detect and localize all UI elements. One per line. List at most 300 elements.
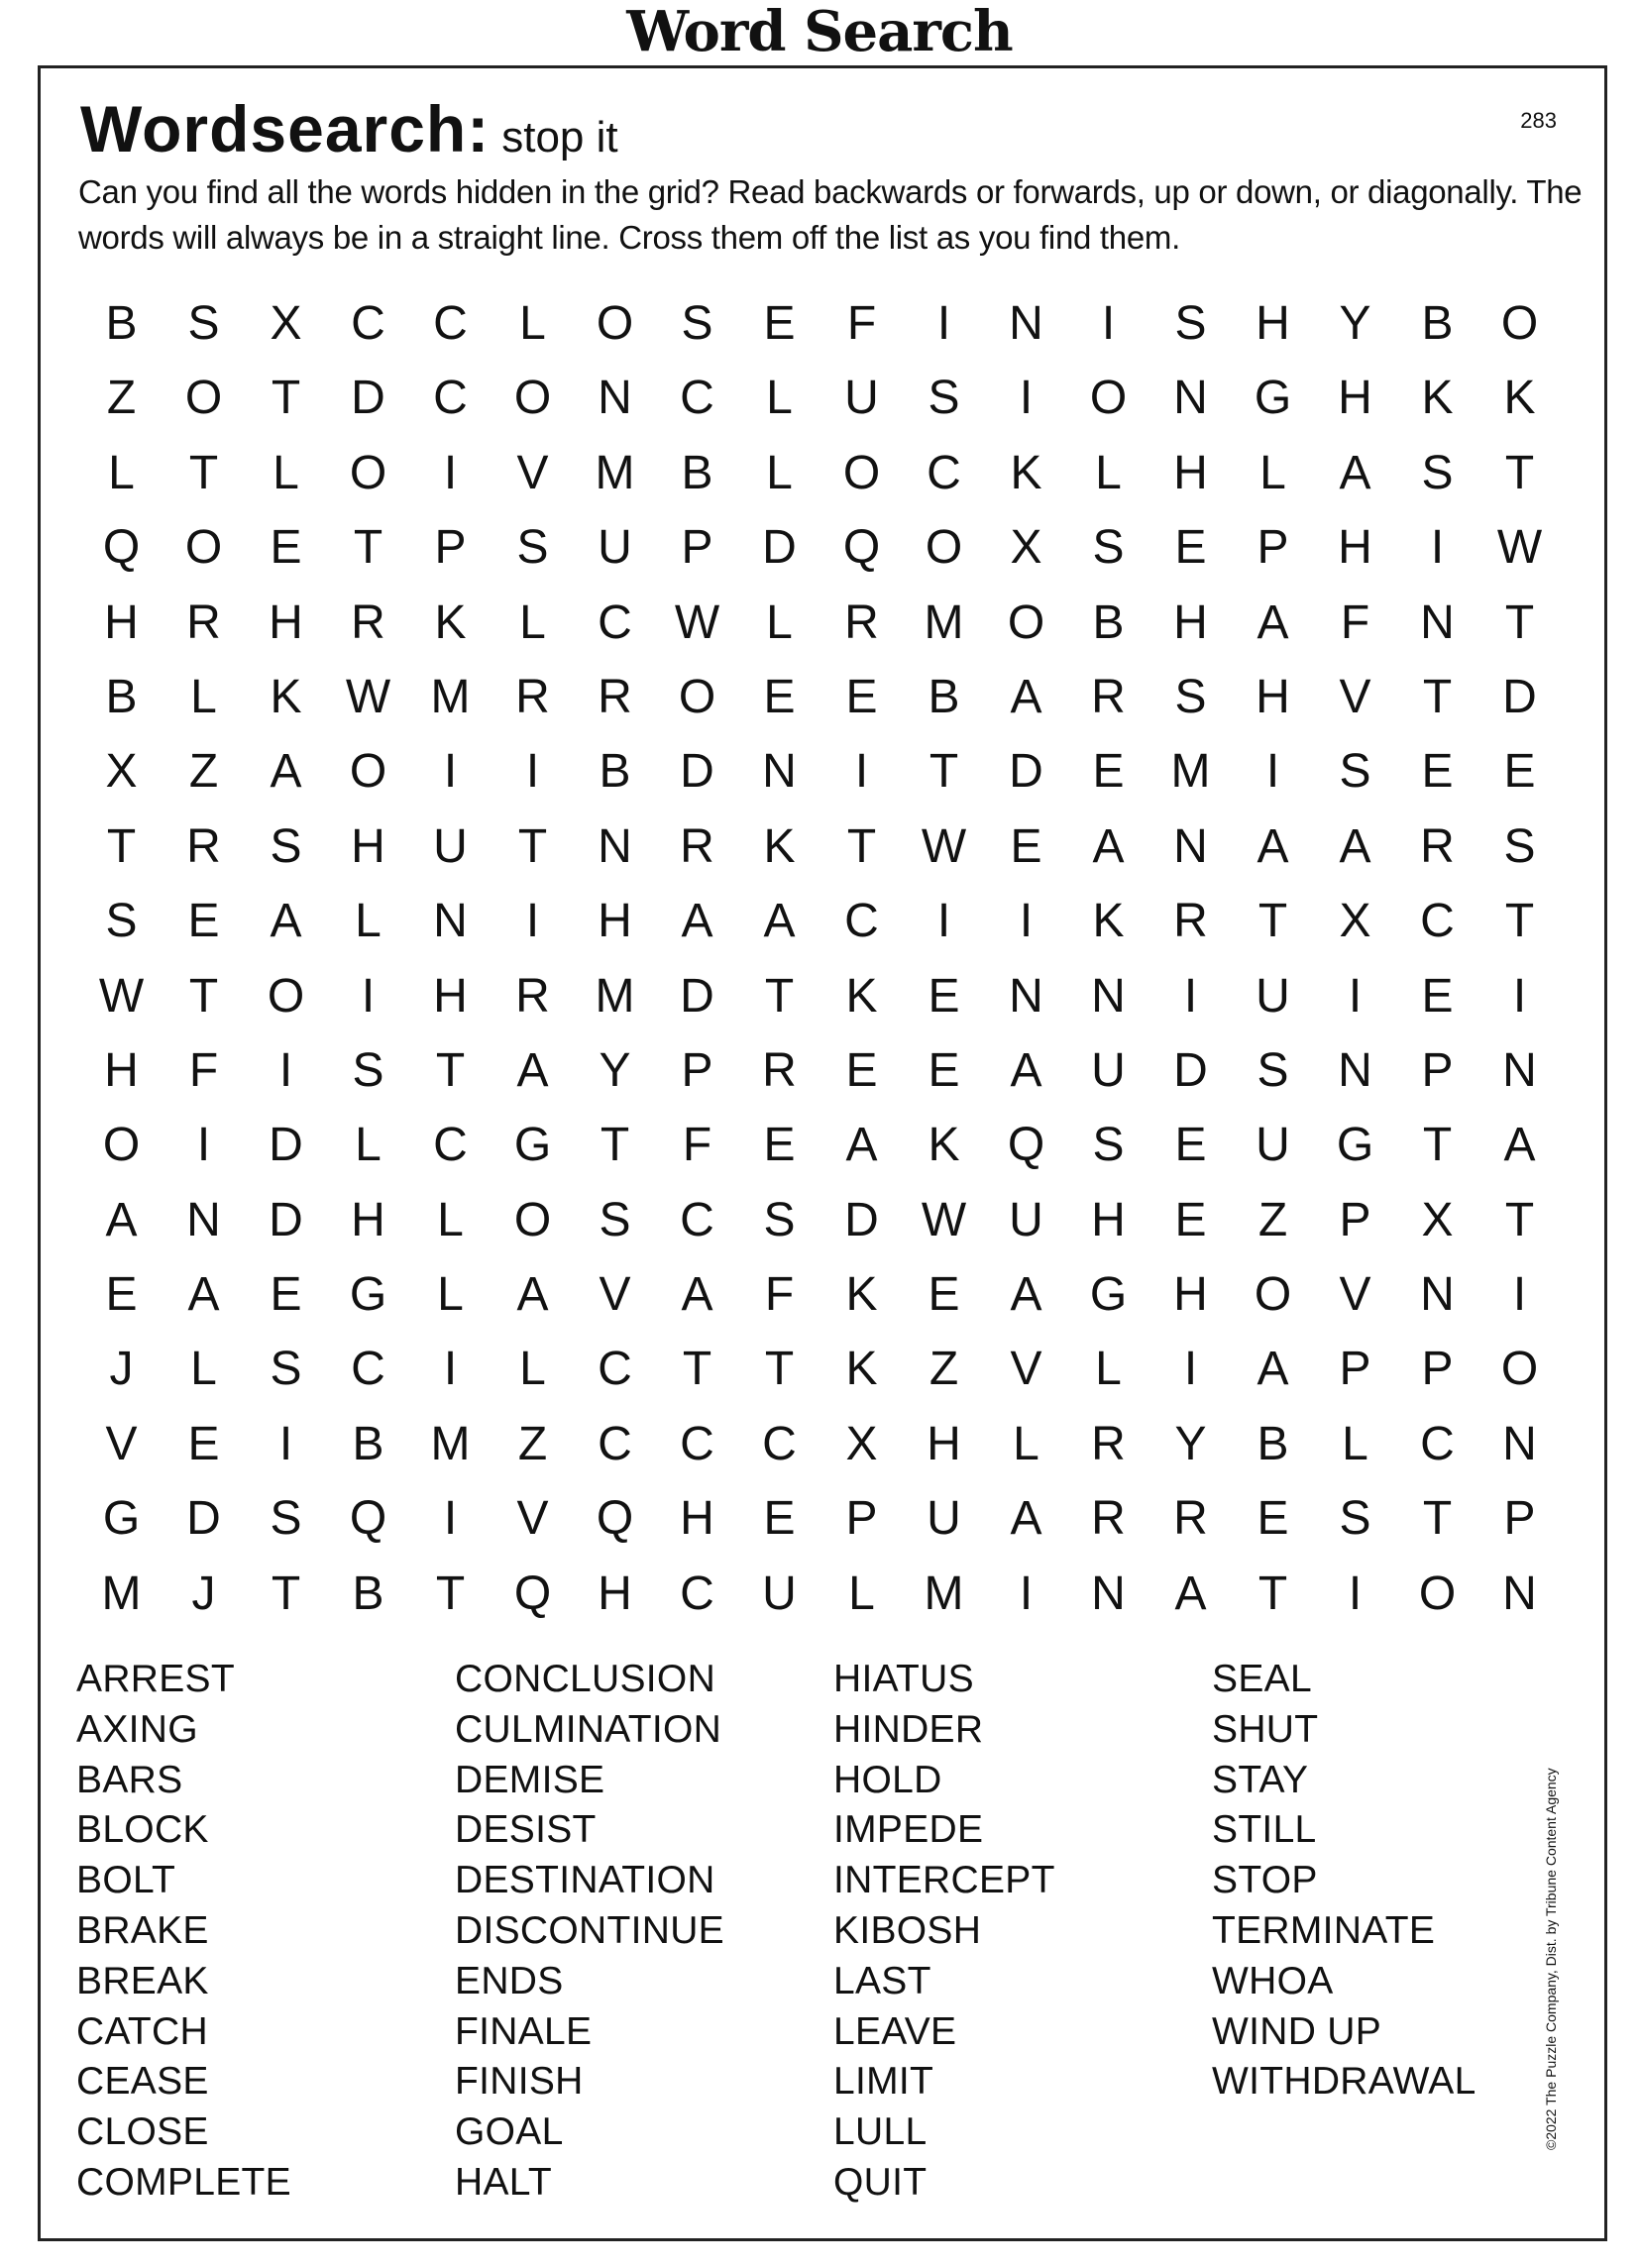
grid-letter: S <box>763 1193 796 1246</box>
grid-letter: X <box>105 745 138 799</box>
grid-letter: O <box>1089 372 1128 425</box>
grid-letter: H <box>1256 297 1290 350</box>
grid-letter: R <box>515 969 550 1023</box>
grid-letter: N <box>433 895 468 948</box>
grid-letter: B <box>928 670 960 723</box>
grid-letter: L <box>437 1268 464 1322</box>
grid-letter: Y <box>599 1043 631 1097</box>
grid-letter: I <box>525 745 540 799</box>
puzzle-number: 283 <box>1520 108 1557 133</box>
grid-letter: S <box>928 372 960 425</box>
grid-letter: S <box>270 819 302 873</box>
word-list-item: DISCONTINUE <box>455 1908 724 1952</box>
grid-letter: C <box>1420 895 1455 948</box>
word-list-item: FINISH <box>455 2060 584 2104</box>
grid-letter: H <box>1338 521 1372 575</box>
grid-letter: A <box>1257 595 1289 649</box>
grid-letter: M <box>924 595 964 649</box>
grid-letter: G <box>1336 1119 1374 1172</box>
grid-letter: E <box>1092 745 1125 799</box>
grid-letter: L <box>519 297 546 350</box>
grid-letter: X <box>270 297 302 350</box>
grid-letter: M <box>595 969 635 1023</box>
grid-letter: I <box>1101 297 1116 350</box>
grid-letter: A <box>1257 819 1289 873</box>
grid-letter: I <box>1348 969 1363 1023</box>
grid-letter: O <box>1418 1566 1457 1620</box>
grid-letter: A <box>763 895 796 948</box>
grid-letter: I <box>1183 969 1198 1023</box>
grid-letter: A <box>1010 670 1042 723</box>
grid-letter: O <box>513 372 552 425</box>
grid-letter: E <box>845 670 878 723</box>
grid-letter: T <box>764 969 795 1023</box>
grid-letter: C <box>844 895 879 948</box>
grid-letter: L <box>766 372 793 425</box>
grid-letter: K <box>1010 446 1042 499</box>
grid-letter: U <box>433 819 468 873</box>
grid-row <box>80 1557 1561 1631</box>
grid-letter: R <box>598 670 632 723</box>
word-list-item: CONCLUSION <box>455 1658 716 1700</box>
grid-letter: Q <box>1007 1119 1045 1172</box>
grid-letter: L <box>273 446 299 499</box>
word-list-column <box>833 1655 1210 2209</box>
word-list-item: WIND UP <box>1212 2009 1382 2053</box>
grid-letter: K <box>845 969 878 1023</box>
grid-letter: T <box>1422 1492 1453 1546</box>
grid-letter: B <box>1421 297 1454 350</box>
grid-letter: I <box>361 969 376 1023</box>
grid-letter: Z <box>106 372 137 425</box>
grid-letter: V <box>105 1417 138 1470</box>
word-list-item: DESIST <box>455 1808 597 1852</box>
word-list-item: FINALE <box>455 2009 593 2053</box>
grid-letter: P <box>681 1043 713 1097</box>
grid-letter: P <box>434 521 467 575</box>
grid-letter: T <box>1504 595 1535 649</box>
grid-letter: O <box>596 297 634 350</box>
grid-letter: V <box>1010 1343 1042 1396</box>
grid-letter: P <box>845 1492 878 1546</box>
grid-letter: R <box>186 819 221 873</box>
grid-row <box>80 1407 1561 1481</box>
word-list-item: HINDER <box>833 1707 984 1751</box>
grid-row <box>80 1257 1561 1332</box>
grid-letter: G <box>102 1492 141 1546</box>
grid-row <box>80 810 1561 884</box>
word-list-item: BOLT <box>76 1859 176 1902</box>
grid-letter: H <box>269 595 303 649</box>
word-list-column <box>455 1655 831 2209</box>
grid-letter: C <box>680 1193 714 1246</box>
grid-letter: I <box>196 1119 211 1172</box>
grid-letter: C <box>598 1417 632 1470</box>
grid-row <box>80 1183 1561 1257</box>
grid-letter: H <box>104 1043 139 1097</box>
grid-letter: W <box>98 969 145 1023</box>
grid-letter: I <box>443 1343 458 1396</box>
grid-letter: A <box>1092 819 1125 873</box>
grid-letter: R <box>680 819 714 873</box>
grid-letter: N <box>1502 1043 1537 1097</box>
word-list-item: SHUT <box>1212 1707 1319 1751</box>
grid-letter: C <box>680 372 714 425</box>
grid-letter: L <box>519 595 546 649</box>
grid-letter: P <box>1503 1492 1536 1546</box>
grid-letter: T <box>1257 895 1288 948</box>
grid-letter: G <box>1254 372 1292 425</box>
grid-letter: E <box>1010 819 1042 873</box>
grid-letter: E <box>1421 969 1454 1023</box>
grid-letter: C <box>598 595 632 649</box>
grid-letter: L <box>190 1343 217 1396</box>
grid-letter: B <box>105 670 138 723</box>
grid-letter: R <box>844 595 879 649</box>
grid-letter: C <box>351 297 385 350</box>
grid-row <box>80 959 1561 1033</box>
grid-letter: L <box>355 895 382 948</box>
grid-letter: T <box>1257 1566 1288 1620</box>
grid-letter: L <box>1095 446 1122 499</box>
word-list-item: CULMINATION <box>455 1707 722 1751</box>
grid-letter: H <box>1338 372 1372 425</box>
grid-letter: J <box>109 1343 134 1396</box>
grid-letter: L <box>108 446 135 499</box>
word-list-item: BRAKE <box>76 1908 209 1952</box>
grid-letter: B <box>105 297 138 350</box>
grid-letter: E <box>763 670 796 723</box>
grid-letter: N <box>1420 1268 1455 1322</box>
grid-letter: W <box>921 1193 967 1246</box>
grid-letter: N <box>186 1193 221 1246</box>
grid-letter: E <box>928 969 960 1023</box>
grid-letter: F <box>764 1268 795 1322</box>
grid-letter: C <box>433 1119 468 1172</box>
grid-letter: S <box>681 297 713 350</box>
grid-letter: T <box>1422 1119 1453 1172</box>
grid-letter: O <box>925 521 963 575</box>
grid-letter: T <box>271 372 301 425</box>
grid-letter: L <box>355 1119 382 1172</box>
grid-letter: I <box>936 297 951 350</box>
grid-letter: A <box>270 895 302 948</box>
word-list-item: QUIT <box>833 2160 928 2204</box>
grid-row <box>80 734 1561 809</box>
word-list-item: ARREST <box>76 1658 235 1700</box>
grid-letter: B <box>1092 595 1125 649</box>
word-list-column <box>76 1655 453 2209</box>
grid-letter: E <box>763 297 796 350</box>
word-list-column <box>1212 1655 1588 2107</box>
grid-letter: C <box>433 297 468 350</box>
grid-letter: S <box>1092 1119 1125 1172</box>
grid-letter: O <box>1500 1343 1539 1396</box>
word-list-item: SEAL <box>1212 1658 1312 1700</box>
word-list-item: TERMINATE <box>1212 1908 1436 1952</box>
grid-letter: I <box>278 1417 293 1470</box>
grid-letter: N <box>1420 595 1455 649</box>
grid-row <box>80 1481 1561 1556</box>
grid-letter: N <box>1009 297 1043 350</box>
grid-letter: K <box>270 670 302 723</box>
grid-letter: V <box>1339 670 1371 723</box>
grid-letter: B <box>352 1566 384 1620</box>
grid-letter: E <box>763 1492 796 1546</box>
grid-letter: A <box>1503 1119 1536 1172</box>
grid-row <box>80 660 1561 734</box>
grid-letter: Q <box>842 521 881 575</box>
grid-letter: E <box>928 1268 960 1322</box>
grid-letter: S <box>1174 670 1207 723</box>
grid-letter: A <box>681 1268 713 1322</box>
grid-letter: U <box>844 372 879 425</box>
grid-letter: S <box>599 1193 631 1246</box>
grid-letter: I <box>443 446 458 499</box>
grid-letter: E <box>270 1268 302 1322</box>
grid-letter: T <box>682 1343 712 1396</box>
grid-letter: I <box>1512 1268 1527 1322</box>
grid-letter: Z <box>929 1343 959 1396</box>
page-heading: Word Search <box>626 0 1013 64</box>
grid-letter: E <box>187 895 220 948</box>
grid-letter: S <box>105 895 138 948</box>
grid-letter: S <box>1421 446 1454 499</box>
grid-letter: H <box>104 595 139 649</box>
word-list-item: COMPLETE <box>76 2160 291 2204</box>
grid-letter: N <box>1091 1566 1126 1620</box>
grid-letter: D <box>351 372 385 425</box>
grid-letter: O <box>184 521 223 575</box>
grid-letter: W <box>674 595 720 649</box>
grid-letter: E <box>1174 521 1207 575</box>
grid-letter: E <box>1174 1193 1207 1246</box>
word-list-item: ENDS <box>455 1959 564 2002</box>
grid-letter: H <box>927 1417 961 1470</box>
grid-letter: B <box>681 446 713 499</box>
grid-letter: E <box>1503 745 1536 799</box>
grid-letter: P <box>681 521 713 575</box>
grid-letter: N <box>598 372 632 425</box>
grid-letter: W <box>921 819 967 873</box>
grid-row <box>80 510 1561 585</box>
grid-letter: H <box>1256 670 1290 723</box>
grid-row <box>80 1108 1561 1182</box>
grid-letter: S <box>270 1492 302 1546</box>
grid-letter: T <box>929 745 959 799</box>
grid-letter: T <box>1504 1193 1535 1246</box>
grid-letter: D <box>1502 670 1537 723</box>
grid-letter: T <box>517 819 548 873</box>
grid-row <box>80 286 1561 361</box>
word-list-item: CLOSE <box>76 2110 209 2154</box>
puzzle-title <box>80 84 618 173</box>
word-list-item: WHOA <box>1212 1959 1334 2002</box>
grid-letter: U <box>598 521 632 575</box>
grid-letter: H <box>1173 595 1208 649</box>
grid-letter: R <box>1091 670 1126 723</box>
grid-letter: P <box>1421 1343 1454 1396</box>
grid-letter: K <box>763 819 796 873</box>
grid-letter: M <box>1170 745 1211 799</box>
grid-letter: A <box>1010 1043 1042 1097</box>
grid-letter: M <box>430 1417 471 1470</box>
grid-letter: C <box>598 1343 632 1396</box>
grid-letter: S <box>1339 1492 1371 1546</box>
grid-letter: R <box>1091 1492 1126 1546</box>
grid-letter: L <box>437 1193 464 1246</box>
grid-letter: O <box>678 670 716 723</box>
grid-letter: I <box>854 745 869 799</box>
word-list-item: STOP <box>1212 1859 1318 1902</box>
grid-letter: T <box>600 1119 630 1172</box>
word-list-item: BREAK <box>76 1959 209 2002</box>
grid-row <box>80 1332 1561 1406</box>
grid-letter: W <box>1496 521 1543 575</box>
puzzle-title-main: Wordsearch: <box>80 92 491 165</box>
word-list-item: BLOCK <box>76 1808 209 1852</box>
grid-letter: U <box>762 1566 797 1620</box>
grid-letter: N <box>1009 969 1043 1023</box>
word-list-item: CEASE <box>76 2060 209 2104</box>
grid-letter: T <box>106 819 137 873</box>
grid-row <box>80 1033 1561 1108</box>
grid-letter: L <box>1259 446 1286 499</box>
grid-letter: S <box>187 297 220 350</box>
grid-row <box>80 586 1561 660</box>
word-list-item: LIMIT <box>833 2060 934 2104</box>
grid-letter: K <box>1503 372 1536 425</box>
grid-letter: O <box>267 969 305 1023</box>
grid-letter: N <box>1502 1566 1537 1620</box>
grid-letter: T <box>188 969 219 1023</box>
grid-letter: S <box>270 1343 302 1396</box>
grid-letter: I <box>1019 1566 1034 1620</box>
grid-letter: N <box>598 819 632 873</box>
grid-letter: X <box>1339 895 1371 948</box>
grid-letter: M <box>430 670 471 723</box>
grid-letter: A <box>1339 819 1371 873</box>
grid-letter: B <box>352 1417 384 1470</box>
grid-letter: I <box>1430 521 1445 575</box>
grid-letter: T <box>1422 670 1453 723</box>
grid-letter: A <box>187 1268 220 1322</box>
grid-letter: E <box>105 1268 138 1322</box>
grid-letter: R <box>1420 819 1455 873</box>
grid-letter: I <box>1265 745 1280 799</box>
grid-letter: E <box>763 1119 796 1172</box>
grid-letter: S <box>1257 1043 1289 1097</box>
grid-letter: P <box>1339 1193 1371 1246</box>
grid-letter: L <box>1095 1343 1122 1396</box>
grid-letter: X <box>1421 1193 1454 1246</box>
grid-letter: K <box>845 1268 878 1322</box>
grid-letter: Y <box>1174 1417 1207 1470</box>
grid-letter: X <box>845 1417 878 1470</box>
word-list-item: DEMISE <box>455 1758 605 1801</box>
grid-letter: I <box>1183 1343 1198 1396</box>
word-list-item: HIATUS <box>833 1658 974 1700</box>
grid-letter: G <box>1089 1268 1128 1322</box>
grid-letter: L <box>766 446 793 499</box>
grid-letter: K <box>1092 895 1125 948</box>
grid-letter: R <box>1091 1417 1126 1470</box>
grid-letter: C <box>680 1566 714 1620</box>
grid-letter: I <box>443 745 458 799</box>
grid-letter: Y <box>1339 297 1371 350</box>
grid-letter: C <box>680 1417 714 1470</box>
grid-letter: A <box>1257 1343 1289 1396</box>
grid-letter: F <box>682 1119 712 1172</box>
grid-letter: D <box>844 1193 879 1246</box>
grid-letter: G <box>349 1268 387 1322</box>
grid-letter: W <box>345 670 391 723</box>
grid-letter: O <box>513 1193 552 1246</box>
grid-letter: D <box>1009 745 1043 799</box>
grid-letter: A <box>681 895 713 948</box>
grid-letter: I <box>525 895 540 948</box>
word-list-item: LEAVE <box>833 2009 957 2053</box>
grid-letter: O <box>349 446 387 499</box>
grid-letter: S <box>1174 297 1207 350</box>
grid-letter: B <box>1257 1417 1289 1470</box>
word-list-item: STAY <box>1212 1758 1309 1801</box>
grid-letter: E <box>845 1043 878 1097</box>
grid-letter: I <box>1348 1566 1363 1620</box>
grid-letter: A <box>1010 1268 1042 1322</box>
grid-letter: S <box>1339 745 1371 799</box>
grid-letter: Z <box>188 745 219 799</box>
grid-letter: V <box>599 1268 631 1322</box>
grid-letter: O <box>184 372 223 425</box>
grid-letter: A <box>1339 446 1371 499</box>
grid-letter: S <box>1503 819 1536 873</box>
grid-letter: R <box>762 1043 797 1097</box>
grid-letter: N <box>1502 1417 1537 1470</box>
grid-letter: Q <box>513 1566 552 1620</box>
grid-letter: U <box>1091 1043 1126 1097</box>
grid-letter: D <box>762 521 797 575</box>
letter-grid <box>80 286 1561 1631</box>
grid-letter: Q <box>349 1492 387 1546</box>
grid-letter: D <box>186 1492 221 1546</box>
grid-letter: O <box>1254 1268 1292 1322</box>
grid-letter: E <box>928 1043 960 1097</box>
grid-letter: K <box>845 1343 878 1396</box>
grid-letter: I <box>278 1043 293 1097</box>
word-list-item: AXING <box>76 1707 198 1751</box>
word-list-item: LAST <box>833 1959 931 2002</box>
grid-letter: U <box>1009 1193 1043 1246</box>
puzzle-frame <box>38 65 1607 2241</box>
word-list-item: IMPEDE <box>833 1808 984 1852</box>
grid-letter: T <box>188 446 219 499</box>
grid-letter: D <box>1173 1043 1208 1097</box>
grid-letter: C <box>433 372 468 425</box>
grid-letter: I <box>1019 895 1034 948</box>
grid-letter: V <box>1339 1268 1371 1322</box>
grid-letter: M <box>101 1566 142 1620</box>
grid-letter: M <box>924 1566 964 1620</box>
grid-letter: S <box>516 521 549 575</box>
grid-letter: A <box>105 1193 138 1246</box>
instructions: Can you find all the words hidden in the grid? Read backwards or forwards, up or down, or diagonally. The words will always be in a straight line. Cross them off the list as you find them. <box>78 173 1583 256</box>
grid-letter: J <box>191 1566 216 1620</box>
grid-letter: H <box>598 1566 632 1620</box>
grid-letter: K <box>928 1119 960 1172</box>
grid-letter: N <box>1091 969 1126 1023</box>
grid-row <box>80 884 1561 958</box>
